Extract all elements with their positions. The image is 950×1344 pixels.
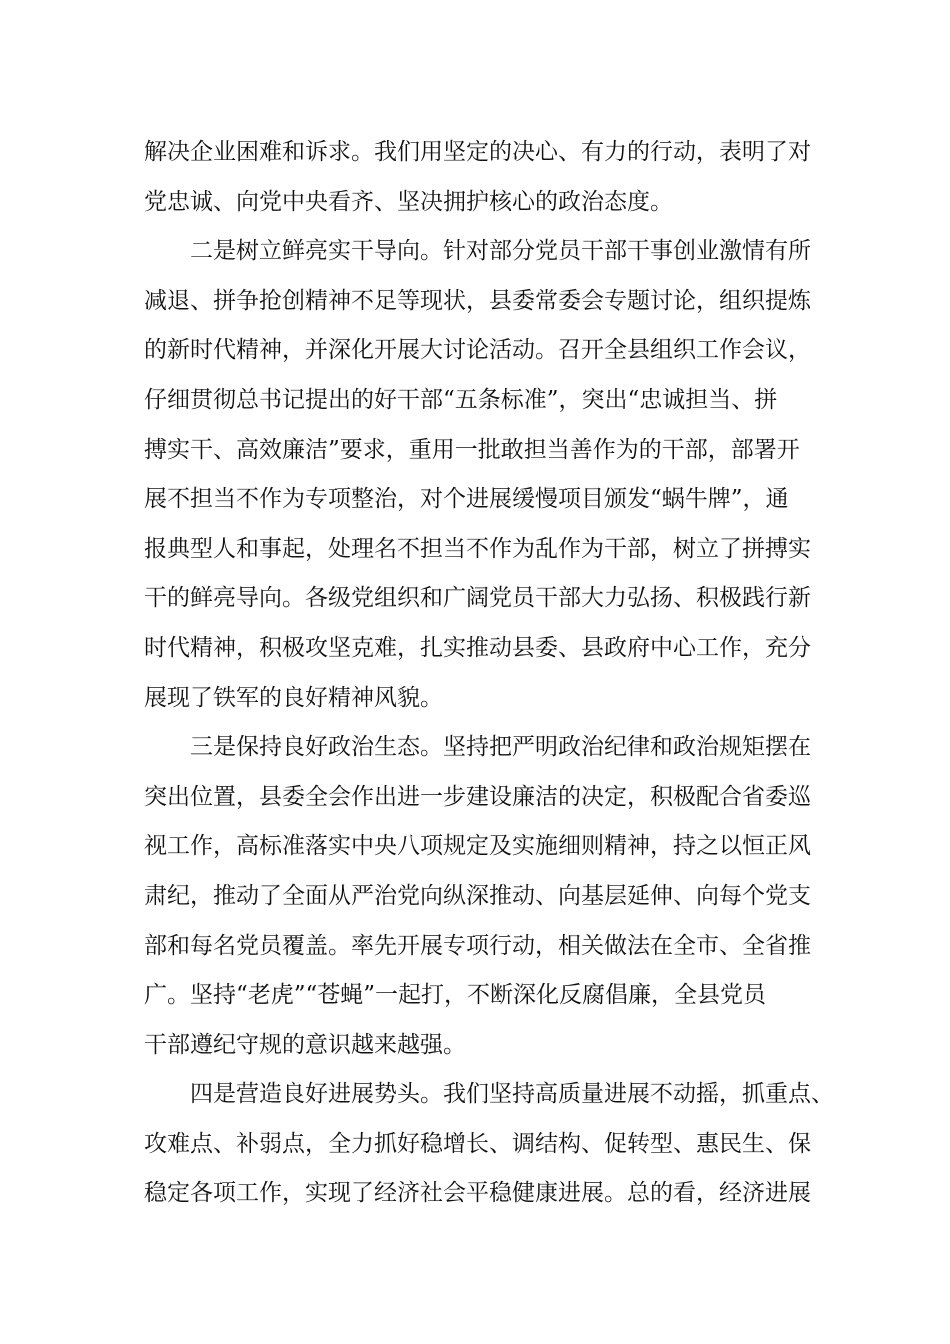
text-line: 突出位置，县委全会作出进一步建设廉洁的决定，积极配合省委巡 (144, 783, 811, 810)
text-line: 减退、拼争抢创精神不足等现状，县委常委会专题讨论，组织提炼 (144, 287, 811, 314)
text-line: 时代精神，积极攻坚克难，扎实推动县委、县政府中心工作，充分 (144, 634, 811, 661)
text-line: 的新时代精神，并深化开展大讨论活动。召开全县组织工作会议， (144, 337, 811, 364)
text-line: 解决企业困难和诉求。我们用坚定的决心、有力的行动，表明了对 (144, 139, 811, 165)
text-line: 展不担当不作为专项整治，对个进展缓慢项目颁发“蜗牛牌”，通 (144, 486, 789, 513)
text-line: 报典型人和事起，处理名不担当不作为乱作为干部，树立了拼搏实 (144, 535, 811, 562)
text-line: 三是保持良好政治生态。坚持把严明政治纪律和政治规矩摆在 (144, 734, 811, 761)
text-line: 稳定各项工作，实现了经济社会平稳健康进展。总的看，经济进展 (144, 1180, 811, 1207)
text-line: 攻难点、补弱点，全力抓好稳增长、调结构、促转型、惠民生、保 (144, 1130, 811, 1157)
text-line: 广。坚持“老虎”“苍蝇”一起打，不断深化反腐倡廉，全县党员 (144, 982, 767, 1009)
text-line: 部和每名党员覆盖。率先开展专项行动，相关做法在全市、全省推 (144, 932, 811, 959)
text-line: 干部遵纪守规的意识越来越强。 (144, 1031, 466, 1058)
text-line: 搏实干、高效廉洁”要求，重用一批敢担当善作为的干部，部署开 (144, 436, 800, 463)
paragraph-2 (144, 227, 824, 723)
paragraph-1 (144, 128, 824, 227)
text-line: 二是树立鲜亮实干导向。针对部分党员干部干事创业激情有所 (144, 238, 811, 265)
text-line: 四是营造良好进展势头。我们坚持高质量进展不动摇，抓重点、 (144, 1081, 834, 1108)
paragraph-3 (144, 723, 824, 1070)
text-line: 展现了铁军的良好精神风貌。 (144, 684, 443, 711)
text-line: 仔细贯彻总书记提出的好干部“五条标准”，突出“忠诚担当、拼 (144, 386, 778, 413)
paragraph-4 (144, 1070, 834, 1219)
text-line: 肃纪，推动了全面从严治党向纵深推动、向基层延伸、向每个党支 (144, 882, 811, 909)
text-line: 党忠诚、向党中央看齐、坚决拥护核心的政治态度。 (144, 188, 673, 215)
text-line: 干的鲜亮导向。各级党组织和广阔党员干部大力弘扬、积极践行新 (144, 585, 811, 612)
document-body (144, 128, 834, 1219)
text-line: 视工作，高标准落实中央八项规定及实施细则精神，持之以恒正风 (144, 833, 811, 860)
